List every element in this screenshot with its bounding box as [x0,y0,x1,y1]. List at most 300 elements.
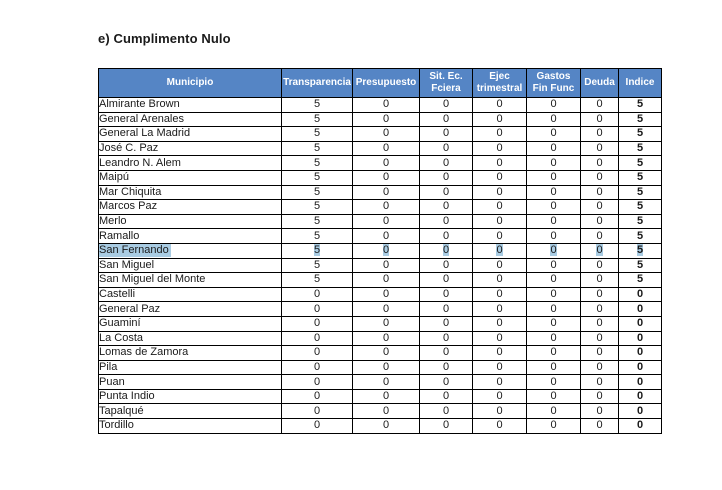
value-label: 0 [496,98,503,111]
value-label: 0 [496,215,503,228]
value-label: 0 [442,185,450,198]
value-cell [353,112,420,127]
value-label: 0 [442,288,450,301]
value-cell [473,156,527,171]
value-cell [282,346,353,361]
value-cell [282,404,353,419]
value-label: 0 [636,302,644,315]
value-label: 5 [636,258,644,271]
value-label: 0 [313,288,321,301]
value-label: 5 [313,200,321,213]
municipio-label: La Costa [99,331,144,344]
municipio-cell [99,243,282,258]
value-cell [473,389,527,404]
value-cell [353,214,420,229]
value-cell [473,141,527,156]
value-cell [353,273,420,288]
value-cell [353,156,420,171]
table-row [99,243,662,258]
municipio-label: Marcos Paz [99,200,158,213]
value-cell [527,331,581,346]
table-row [99,200,662,215]
value-cell [420,214,473,229]
value-label: 0 [313,302,321,315]
value-cell [473,170,527,185]
indice-cell [619,98,662,113]
municipio-label: General La Madrid [99,127,191,140]
value-cell [353,287,420,302]
value-label: 0 [496,419,503,432]
table-row [99,98,662,113]
value-label: 0 [550,185,557,198]
value-label: 0 [596,346,603,359]
value-cell [353,375,420,390]
value-label: 0 [442,317,450,330]
value-label: 0 [313,390,321,403]
value-label: 0 [382,229,390,242]
municipio-label: Castelli [99,288,136,301]
value-label: 0 [596,302,603,315]
value-cell [420,258,473,273]
value-cell [420,98,473,113]
value-label: 5 [313,215,321,228]
value-label: 0 [596,200,603,213]
value-label: 0 [313,317,321,330]
value-cell [282,98,353,113]
column-header-sit-ec-fciera: Sit. Ec. Fciera [420,69,473,98]
value-label: 0 [596,360,603,373]
value-cell [581,156,619,171]
table-row [99,112,662,127]
value-label: 0 [382,112,390,125]
value-cell [527,127,581,142]
value-cell [353,302,420,317]
value-label: 5 [636,229,644,242]
value-cell [581,200,619,215]
table-row [99,287,662,302]
municipio-cell [99,185,282,200]
value-label: 0 [550,112,557,125]
value-label: 5 [313,98,321,111]
value-cell [527,360,581,375]
value-label: 0 [442,346,450,359]
value-cell [282,141,353,156]
value-cell [473,229,527,244]
value-label: 0 [596,112,603,125]
value-cell [282,156,353,171]
value-label: 0 [442,127,450,140]
value-cell [581,389,619,404]
value-cell [527,200,581,215]
value-label: 0 [596,98,603,111]
table-row [99,141,662,156]
value-cell [473,185,527,200]
value-label: 0 [596,244,603,257]
table-row [99,346,662,361]
municipio-label: San Miguel del Monte [99,273,206,286]
value-label: 0 [442,375,450,388]
value-label: 0 [313,346,321,359]
value-label: 5 [636,185,644,198]
municipio-cell [99,141,282,156]
indice-cell [619,331,662,346]
value-label: 5 [636,171,644,184]
value-cell [353,389,420,404]
value-label: 0 [596,419,603,432]
value-cell [581,273,619,288]
value-cell [527,375,581,390]
value-cell [527,273,581,288]
table-row [99,419,662,434]
value-label: 0 [313,375,321,388]
value-cell [473,375,527,390]
value-label: 0 [442,419,450,432]
value-cell [353,141,420,156]
value-label: 0 [596,273,603,286]
value-cell [581,404,619,419]
value-cell [420,112,473,127]
value-cell [282,200,353,215]
value-label: 5 [636,156,644,169]
value-label: 0 [382,360,390,373]
value-label: 5 [636,142,644,155]
indice-cell [619,229,662,244]
value-label: 5 [313,171,321,184]
value-cell [420,316,473,331]
value-label: 0 [496,112,503,125]
value-label: 0 [313,360,321,373]
municipio-cell [99,200,282,215]
value-cell [581,331,619,346]
value-label: 0 [496,229,503,242]
value-label: 0 [382,127,390,140]
value-cell [527,185,581,200]
value-cell [420,302,473,317]
value-cell [353,346,420,361]
value-cell [527,229,581,244]
value-label: 0 [442,404,450,417]
municipio-cell [99,331,282,346]
value-label: 0 [550,171,557,184]
value-label: 0 [382,258,390,271]
column-header-presupuesto: Presupuesto [353,69,420,98]
indice-cell [619,112,662,127]
value-label: 0 [382,185,390,198]
value-cell [420,273,473,288]
indice-cell [619,287,662,302]
value-cell [581,214,619,229]
column-header-ejec-trimestral: Ejec trimestral [473,69,527,98]
value-cell [581,316,619,331]
value-label: 0 [496,331,503,344]
indice-cell [619,243,662,258]
value-label: 0 [550,127,557,140]
value-label: 5 [636,200,644,213]
value-label: 5 [636,127,644,140]
value-label: 0 [496,142,503,155]
table-row [99,185,662,200]
value-label: 5 [313,127,321,140]
indice-cell [619,200,662,215]
table-row [99,360,662,375]
value-cell [420,200,473,215]
value-cell [527,302,581,317]
value-cell [581,375,619,390]
value-label: 0 [382,273,390,286]
value-cell [420,389,473,404]
municipio-cell [99,302,282,317]
value-label: 0 [550,419,557,432]
value-cell [420,419,473,434]
municipio-label: Mar Chiquita [99,185,162,198]
value-cell [420,375,473,390]
municipio-cell [99,375,282,390]
value-label: 5 [636,98,644,111]
value-cell [282,214,353,229]
value-label: 0 [442,98,450,111]
municipio-cell [99,98,282,113]
value-cell [527,287,581,302]
table-row [99,316,662,331]
value-label: 0 [442,171,450,184]
value-label: 0 [636,331,644,344]
value-label: 0 [382,331,390,344]
municipio-cell [99,419,282,434]
value-label: 0 [442,273,450,286]
value-cell [420,170,473,185]
table-row [99,273,662,288]
value-cell [581,98,619,113]
value-label: 0 [496,288,503,301]
value-label: 0 [496,404,503,417]
value-label: 0 [496,360,503,373]
value-cell [282,316,353,331]
value-label: 0 [596,258,603,271]
value-cell [282,389,353,404]
value-label: 0 [496,302,503,315]
value-label: 0 [442,142,450,155]
value-cell [581,346,619,361]
table-row [99,127,662,142]
value-label: 0 [382,375,390,388]
table-row [99,156,662,171]
value-cell [527,141,581,156]
municipio-cell [99,346,282,361]
table-row [99,389,662,404]
value-cell [527,112,581,127]
value-label: 0 [636,419,644,432]
value-label: 0 [550,331,557,344]
value-cell [527,243,581,258]
value-label: 0 [596,229,603,242]
value-cell [420,287,473,302]
value-cell [473,346,527,361]
value-label: 0 [550,346,557,359]
municipio-cell [99,273,282,288]
table-row [99,214,662,229]
value-label: 0 [496,375,503,388]
value-label: 0 [313,404,321,417]
value-cell [581,170,619,185]
value-cell [353,316,420,331]
value-cell [581,243,619,258]
municipio-label: San Miguel [99,258,155,271]
municipio-label: Merlo [99,215,127,228]
value-label: 5 [313,258,321,271]
value-cell [581,127,619,142]
value-cell [420,243,473,258]
value-cell [473,243,527,258]
value-cell [473,287,527,302]
value-label: 0 [496,156,503,169]
value-cell [353,185,420,200]
municipio-cell [99,170,282,185]
value-label: 0 [596,156,603,169]
value-cell [282,170,353,185]
value-label: 0 [596,390,603,403]
value-cell [581,258,619,273]
value-cell [353,127,420,142]
value-label: 0 [442,258,450,271]
value-cell [473,302,527,317]
value-cell [473,127,527,142]
value-cell [282,375,353,390]
municipio-cell [99,214,282,229]
indice-cell [619,360,662,375]
table-body [99,98,662,434]
value-label: 0 [550,302,557,315]
value-cell [527,316,581,331]
value-label: 5 [636,215,644,228]
value-cell [473,419,527,434]
value-label: 0 [636,404,644,417]
value-label: 0 [550,200,557,213]
indice-cell [619,316,662,331]
municipio-cell [99,360,282,375]
municipio-label: San Fernando [99,244,169,257]
value-cell [353,360,420,375]
value-label: 0 [596,317,603,330]
value-label: 5 [636,112,644,125]
column-header-transparencia: Transparencia [282,69,353,98]
value-label: 0 [496,258,503,271]
value-cell [353,98,420,113]
municipio-cell [99,156,282,171]
value-label: 0 [636,360,644,373]
value-label: 0 [550,258,557,271]
value-label: 0 [496,390,503,403]
section-title: e) Cumplimento Nulo [98,31,231,46]
value-cell [282,273,353,288]
value-cell [527,258,581,273]
value-cell [420,360,473,375]
value-label: 0 [550,215,557,228]
indice-cell [619,185,662,200]
value-label: 0 [442,215,450,228]
value-label: 0 [496,244,503,257]
value-cell [581,287,619,302]
value-label: 0 [550,98,557,111]
municipio-label: General Paz [99,302,161,315]
municipio-label: General Arenales [99,112,184,125]
value-label: 0 [382,288,390,301]
value-label: 0 [496,273,503,286]
municipio-cell [99,404,282,419]
value-label: 5 [313,229,321,242]
value-cell [353,258,420,273]
value-cell [527,214,581,229]
value-label: 0 [442,244,450,257]
value-cell [473,200,527,215]
value-cell [581,141,619,156]
municipio-label: Almirante Brown [99,98,180,111]
value-label: 0 [550,142,557,155]
value-label: 0 [596,127,603,140]
indice-cell [619,170,662,185]
value-cell [420,127,473,142]
value-label: 0 [442,302,450,315]
indice-cell [619,258,662,273]
value-label: 0 [382,419,390,432]
value-cell [353,243,420,258]
value-label: 0 [636,288,644,301]
value-label: 0 [382,390,390,403]
value-cell [353,200,420,215]
value-cell [420,346,473,361]
indice-cell [619,127,662,142]
value-label: 0 [596,375,603,388]
indice-cell [619,404,662,419]
value-label: 5 [313,185,321,198]
value-label: 5 [636,244,644,257]
value-label: 0 [550,288,557,301]
indice-cell [619,389,662,404]
value-label: 0 [496,171,503,184]
value-label: 0 [550,375,557,388]
value-label: 5 [636,273,644,286]
value-label: 0 [382,171,390,184]
value-label: 0 [596,171,603,184]
value-label: 0 [550,390,557,403]
value-label: 5 [313,156,321,169]
value-label: 0 [550,156,557,169]
table-row [99,302,662,317]
column-header-deuda: Deuda [581,69,619,98]
value-label: 0 [382,156,390,169]
value-label: 5 [313,112,321,125]
indice-cell [619,214,662,229]
value-cell [420,185,473,200]
value-label: 0 [596,142,603,155]
value-cell [353,170,420,185]
value-label: 0 [382,346,390,359]
value-cell [353,331,420,346]
value-cell [473,214,527,229]
value-label: 0 [636,346,644,359]
value-cell [282,185,353,200]
value-cell [473,360,527,375]
municipio-label: Ramallo [99,229,140,242]
municipio-cell [99,258,282,273]
value-cell [527,170,581,185]
value-label: 0 [550,404,557,417]
value-cell [282,258,353,273]
value-cell [473,273,527,288]
value-label: 0 [442,390,450,403]
value-cell [282,243,353,258]
table-row [99,258,662,273]
value-cell [527,156,581,171]
